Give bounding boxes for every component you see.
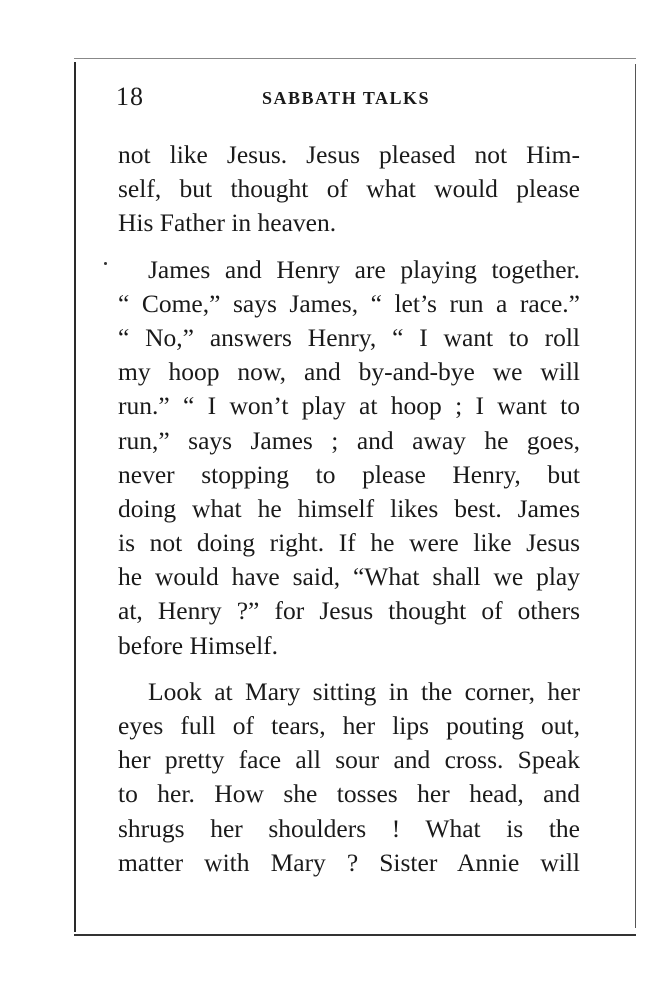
text-line: James and Henry are playing together. xyxy=(148,254,580,284)
text-line: self, but thought of what would please xyxy=(118,174,580,204)
text-line: not like Jesus. Jesus pleased not Him- xyxy=(118,140,580,169)
running-head xyxy=(116,82,586,112)
text-line: never stopping to please Henry, but xyxy=(118,459,580,489)
text-line: my hoop now, and by-and-bye we will xyxy=(118,357,580,387)
body-text xyxy=(118,138,580,880)
text-line: shrugs her shoulders ! What is the xyxy=(118,813,580,843)
text-line: run,” says James ; and away he goes, xyxy=(118,425,580,455)
text-line: at, Henry ?” for Jesus thought of others xyxy=(118,596,580,626)
border-right-rule xyxy=(635,64,636,928)
text-line: “ Come,” says James, “ let’s run a race.” xyxy=(118,288,580,318)
text-line: doing what he himself likes best. James xyxy=(118,493,580,523)
text-line: run.” “ I won’t play at hoop ; I want to xyxy=(118,391,580,421)
text-line: His Father in heaven. xyxy=(118,208,337,238)
text-line: her pretty face all sour and cross. Speak xyxy=(118,745,580,775)
book-title: SABBATH TALKS xyxy=(262,88,431,108)
text-line: eyes full of tears, her lips pouting out, xyxy=(118,711,580,740)
text-line: before Himself. xyxy=(118,630,279,660)
text-line: he would have said, “What shall we play xyxy=(118,562,580,592)
text-line: “ No,” answers Henry, “ I want to roll xyxy=(118,322,580,352)
border-top-rule xyxy=(74,58,636,59)
border-left-rule xyxy=(74,62,76,932)
border-bottom-rule xyxy=(74,934,636,936)
text-line: Look at Mary sitting in the corner, her xyxy=(148,676,580,706)
text-line: matter with Mary ? Sister Annie will xyxy=(118,847,580,877)
page-number: 18 xyxy=(116,82,144,111)
text-line: to her. How she tosses her head, and xyxy=(118,779,580,809)
margin-speck xyxy=(104,262,107,265)
text-line: is not doing right. If he were like Jesus xyxy=(118,528,580,558)
